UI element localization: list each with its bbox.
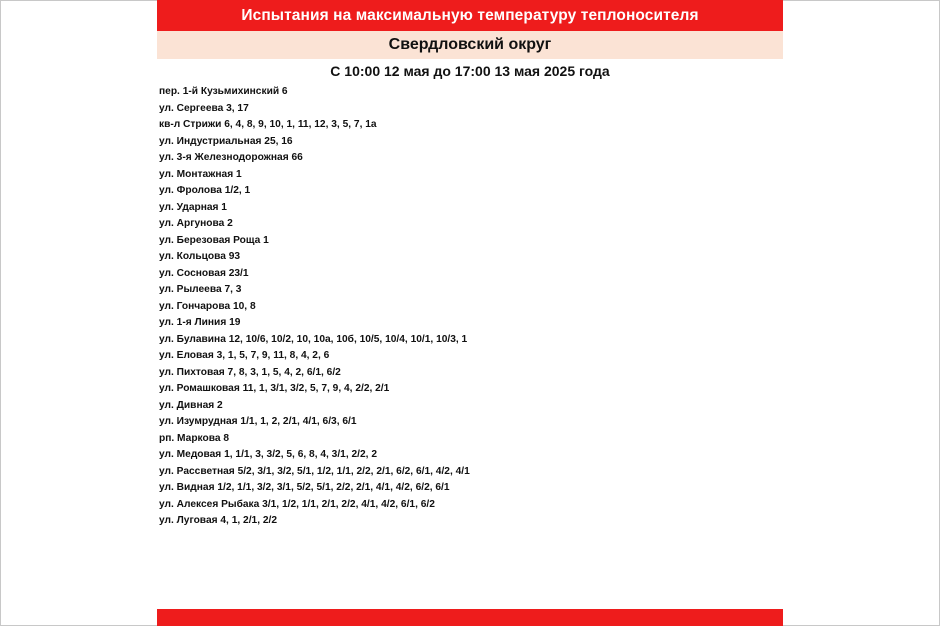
address-item: ул. Пихтовая 7, 8, 3, 1, 5, 4, 2, 6/1, 6/2	[159, 366, 341, 378]
district-name: Свердловский округ	[157, 31, 783, 59]
address-item: ул. 1-я Линия 19	[159, 317, 241, 328]
address-item: ул. Кольцова 93	[159, 251, 241, 262]
address-item: кв-л Стрижи 6, 4, 8, 9, 10, 1, 11, 12, 3, 5, 7, 1а	[159, 119, 377, 130]
address-item: ул. Рылеева 7, 3	[159, 284, 242, 295]
address-item: ул. Сергеева 3, 17	[159, 102, 249, 114]
address-item: пер. 1-й Кузьмихинский 6	[159, 86, 288, 97]
address-item: ул. Индустриальная 25, 16	[159, 135, 293, 147]
address-item: рп. Маркова 8	[159, 432, 230, 444]
address-item: ул. Березовая Роща 1	[159, 234, 269, 246]
address-item: ул. Гончарова 10, 8	[159, 300, 256, 312]
address-item: ул. Аргунова 2	[159, 218, 233, 229]
footer-banner	[157, 609, 783, 626]
address-item: ул. Изумрудная 1/1, 1, 2, 2/1, 4/1, 6/3, 6/1	[159, 416, 357, 427]
address-item: ул. Видная 1/2, 1/1, 3/2, 3/1, 5/2, 5/1, 2/2, 2/1, 4/1, 4/2, 6/2, 6/1	[159, 482, 450, 493]
test-period: С 10:00 12 мая до 17:00 13 мая 2025 года	[330, 63, 610, 79]
address-item: ул. Монтажная 1	[159, 168, 242, 180]
address-item: ул. Еловая 3, 1, 5, 7, 9, 11, 8, 4, 2, 6	[159, 350, 330, 361]
address-item: ул. Алексея Рыбака 3/1, 1/2, 1/1, 2/1, 2/2, 4/1, 4/2, 6/1, 6/2	[159, 498, 435, 510]
address-item: ул. Медовая 1, 1/1, 3, 3/2, 5, 6, 8, 4, 3/1, 2/2, 2	[159, 449, 377, 460]
address-item: ул. Фролова 1/2, 1	[159, 185, 251, 196]
address-item: ул. Рассветная 5/2, 3/1, 3/2, 5/1, 1/2, 1/1, 2/2, 2/1, 6/2, 6/1, 4/2, 4/1	[159, 465, 470, 477]
address-item: ул. 3-я Железнодорожная 66	[159, 152, 303, 163]
announcement-document	[157, 0, 783, 626]
address-item: ул. Сосновая 23/1	[159, 267, 249, 279]
address-item: ул. Ромашковая 11, 1, 3/1, 3/2, 5, 7, 9, 4, 2/2, 2/1	[159, 383, 390, 394]
address-item: ул. Булавина 12, 10/6, 10/2, 10, 10а, 10б, 10/5, 10/4, 10/1, 10/3, 1	[159, 333, 468, 345]
announcement-title: Испытания на максимальную температуру теплоносителя	[157, 0, 783, 31]
address-item: ул. Дивная 2	[159, 399, 223, 411]
address-item: ул. Луговая 4, 1, 2/1, 2/2	[159, 515, 278, 526]
address-list	[159, 84, 779, 530]
address-item: ул. Ударная 1	[159, 201, 227, 213]
